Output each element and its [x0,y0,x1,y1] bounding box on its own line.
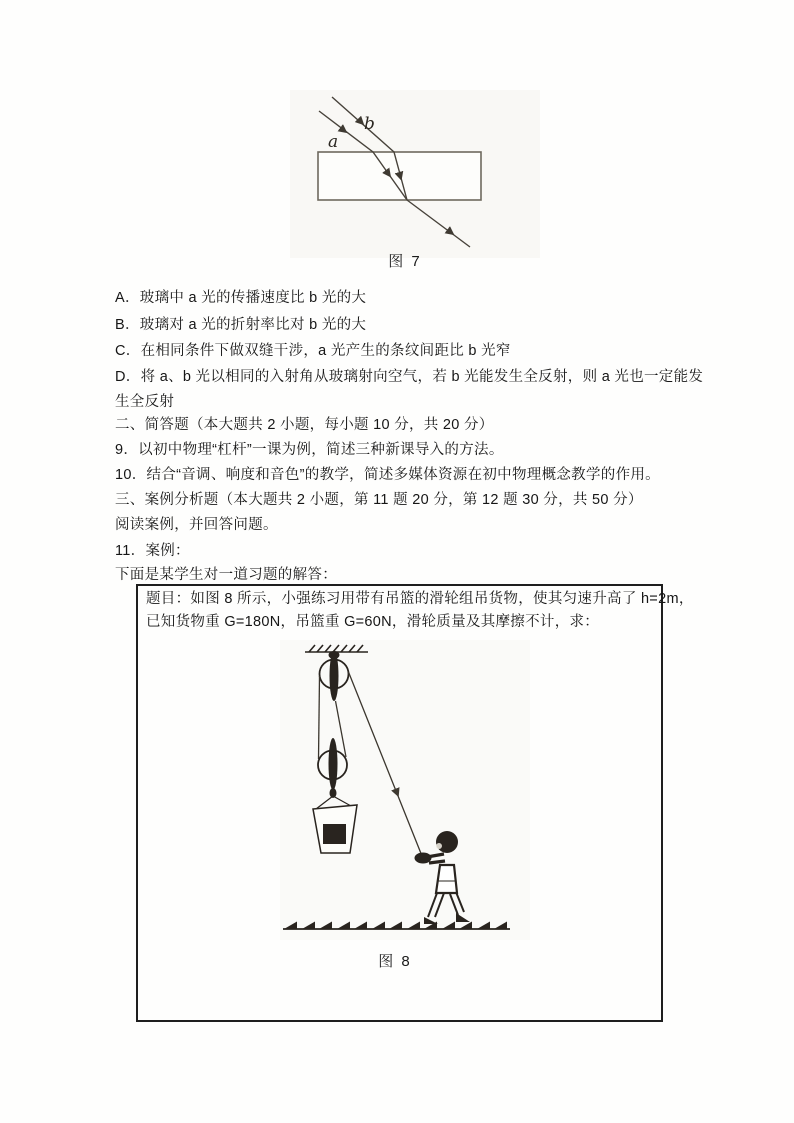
figure7-light-refraction-diagram [290,90,540,260]
scan-tint [280,640,530,940]
question-10: 10．结合“音调、响度和音色”的教学，简述多媒体资源在初中物理概念教学的作用。 [115,467,660,483]
question-11-intro: 下面是某学生对一道习题的解答： [115,567,337,583]
load-block [323,824,346,844]
option-c: C．在相同条件下做双缝干涉，a 光产生的条纹间距比 b 光窄 [115,343,511,359]
problem-text-line1: 题目：如图 8 所示，小强练习用带有吊篮的滑轮组吊货物，使其匀速升高了 h=2m， [146,591,694,607]
option-d-line2: 生全反射 [115,394,175,410]
question-9: 9．以初中物理“杠杆”一课为例，简述三种新课导入的方法。 [115,442,504,458]
figure7-caption: 图 7 [388,253,422,270]
ray-a-label: a [328,132,339,152]
case-instruction: 阅读案例，并回答问题。 [115,517,278,533]
glass-slab [318,152,481,200]
option-b: B．玻璃对 a 光的折射率比对 b 光的大 [115,317,367,333]
case-problem-box [136,584,694,1022]
option-a: A．玻璃中 a 光的传播速度比 b 光的大 [115,290,367,306]
problem-text-line2: 已知货物重 G=180N，吊篮重 G=60N，滑轮质量及其摩擦不计，求： [146,614,600,630]
ray-b-label: b [364,114,375,134]
option-d-line1: D．将 a、b 光以相同的入射角从玻璃射向空气，若 b 光能发生全反射，则 a 光也一定能发 [115,369,704,385]
figure8-caption: 图 8 [378,953,412,970]
question-11-label: 11．案例： [115,543,190,559]
section3-header: 三、案例分析题（本大题共 2 小题，第 11 题 20 分，第 12 题 30 分，共 50 分） [115,492,643,508]
section2-header: 二、简答题（本大题共 2 小题，每小题 10 分，共 20 分） [115,417,494,433]
figure8-pulley-diagram [280,640,530,940]
